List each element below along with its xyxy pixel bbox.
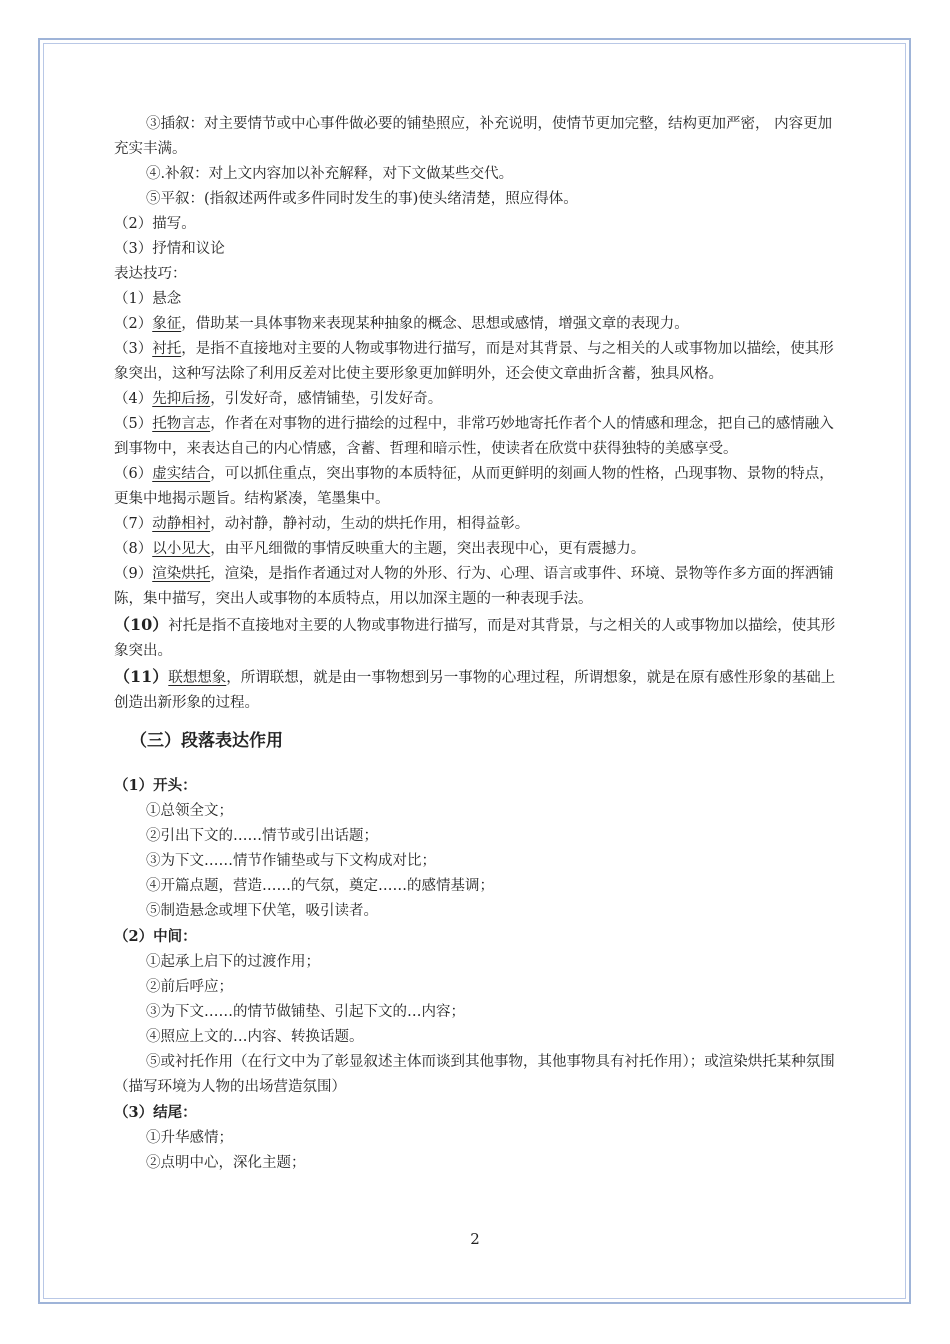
middle-list (114, 950, 836, 1100)
technique-number: （3） (114, 341, 153, 357)
technique-term: 动静相衬 (152, 516, 211, 532)
middle-item: ③为下文……的情节做铺垫、引起下文的…内容； (146, 1004, 465, 1020)
technique-item (114, 387, 836, 412)
ending-list (114, 1126, 836, 1176)
middle-item: ②前后呼应； (146, 979, 233, 995)
technique-term: 虚实结合 (152, 466, 211, 482)
technique-term: 托物言志 (152, 416, 211, 432)
technique-term: 象征 (152, 316, 182, 332)
document-body (114, 112, 836, 1176)
technique-number: （5） (114, 416, 153, 432)
middle-label: （2）中间： (114, 928, 197, 945)
describe-item: （2）描写。 (114, 216, 196, 232)
technique-text: ，由平凡细微的事情反映重大的主题，突出表现中心，更有震撼力。 (210, 541, 646, 557)
ending-item: ②点明中心，深化主题； (146, 1155, 306, 1171)
section-title: （三）段落表达作用 (130, 731, 283, 751)
technique-item (114, 664, 836, 716)
technique-number: （1） (114, 291, 153, 307)
technique-number: （8） (114, 541, 153, 557)
technique-text: ，是指不直接地对主要的人物或事物进行描写，而是对其背景、与之相关的人或事物加以描绘，使其形象突出，这种写法除了利用反差对比使主要形象更加鲜明外，还会使文章曲折含蓄，独具风格。 (114, 341, 834, 382)
technique-item (114, 287, 836, 312)
technique-text: ，渲染，是指作者通过对人物的外形、行为、心理、语言或事件、环境、景物等作多方面的挥洒铺陈，集中描写，突出人或事物的本质特点，用以加深主题的一种表现手法。 (114, 566, 834, 607)
opening-label: （1）开头： (114, 777, 197, 794)
technique-item (114, 462, 836, 512)
opening-item: ①总领全文； (146, 803, 233, 819)
technique-text: ，引发好奇，感情铺垫，引发好奇。 (210, 391, 443, 407)
technique-text: ，借助某一具体事物来表现某种抽象的概念、思想或感情，增强文章的表现力。 (181, 316, 689, 332)
technique-item (114, 537, 836, 562)
technique-text: ，可以抓住重点，突出事物的本质特征，从而更鲜明的刻画人物的性格，凸现事物、景物的特点，更集中地揭示题旨。结构紧凑，笔墨集中。 (114, 466, 834, 507)
middle-item: ④照应上文的…内容、转换话题。 (146, 1029, 364, 1045)
technique-number: （4） (114, 391, 153, 407)
technique-term: 渲染烘托 (152, 566, 211, 582)
technique-number: （11） (114, 667, 169, 686)
technique-item (114, 512, 836, 537)
technique-item (114, 412, 836, 462)
techniques-heading: 表达技巧： (114, 266, 187, 282)
ending-item: ①升华感情； (146, 1130, 233, 1146)
technique-number: （7） (114, 516, 153, 532)
technique-number: （10） (114, 615, 169, 634)
opening-item: ④开篇点题，营造……的气氛，奠定……的感情基调； (146, 878, 494, 894)
technique-item (114, 562, 836, 612)
technique-number: （2） (114, 316, 153, 332)
opening-item: ③为下文……情节作铺垫或与下文构成对比； (146, 853, 436, 869)
opening-item: ⑤制造悬念或埋下伏笔，吸引读者。 (146, 903, 378, 919)
opening-item: ②引出下文的……情节或引出话题； (146, 828, 378, 844)
technique-item (114, 612, 836, 664)
middle-item: ①起承上启下的过渡作用； (146, 954, 320, 970)
technique-text: ，动衬静，静衬动，生动的烘托作用，相得益彰。 (210, 516, 530, 532)
page-number: 2 (470, 1230, 480, 1248)
insert-narration: ③插叙：对主要情节或中心事件做必要的铺垫照应，补充说明，使情节更加完整，结构更加严密， 内容更加充实丰满。 (114, 116, 833, 157)
ending-label: （3）结尾： (114, 1104, 197, 1121)
technique-term: 衬托 (152, 341, 182, 357)
technique-number: （6） (114, 466, 153, 482)
technique-term: 先抑后扬 (152, 391, 211, 407)
parallel-narration: ⑤平叙：(指叙述两件或多件同时发生的事)使头绪清楚，照应得体。 (146, 191, 578, 207)
technique-text: 衬托是指不直接地对主要的人物或事物进行描写，而是对其背景，与之相关的人或事物加以描绘，使其形象突出。 (114, 618, 836, 659)
technique-text: ，作者在对事物的进行描绘的过程中，非常巧妙地寄托作者个人的情感和理念，把自己的感情融入到事物中，来表达自己的内心情感，含蓄、哲理和暗示性，使读者在欣赏中获得独特的美感享受。 (114, 416, 834, 457)
opening-list (114, 799, 836, 924)
technique-term: 联想想象 (168, 670, 227, 686)
supplement-narration: ④.补叙：对上文内容加以补充解释，对下文做某些交代。 (146, 166, 514, 182)
technique-item (114, 312, 836, 337)
technique-item (114, 337, 836, 387)
technique-text: ，所谓联想，就是由一事物想到另一事物的心理过程，所谓想象，就是在原有感性形象的基础上创造出新形象的过程。 (114, 670, 836, 711)
technique-number: （9） (114, 566, 153, 582)
middle-item: ⑤或衬托作用（在行文中为了彰显叙述主体而谈到其他事物，其他事物具有衬托作用）；或渲染烘托某种氛围（描写环境为人物的出场营造氛围） (114, 1054, 835, 1095)
techniques-list (114, 287, 836, 716)
technique-term: 以小见大 (152, 541, 211, 557)
lyric-item: （3）抒情和议论 (114, 241, 225, 257)
technique-text: 悬念 (152, 291, 182, 307)
